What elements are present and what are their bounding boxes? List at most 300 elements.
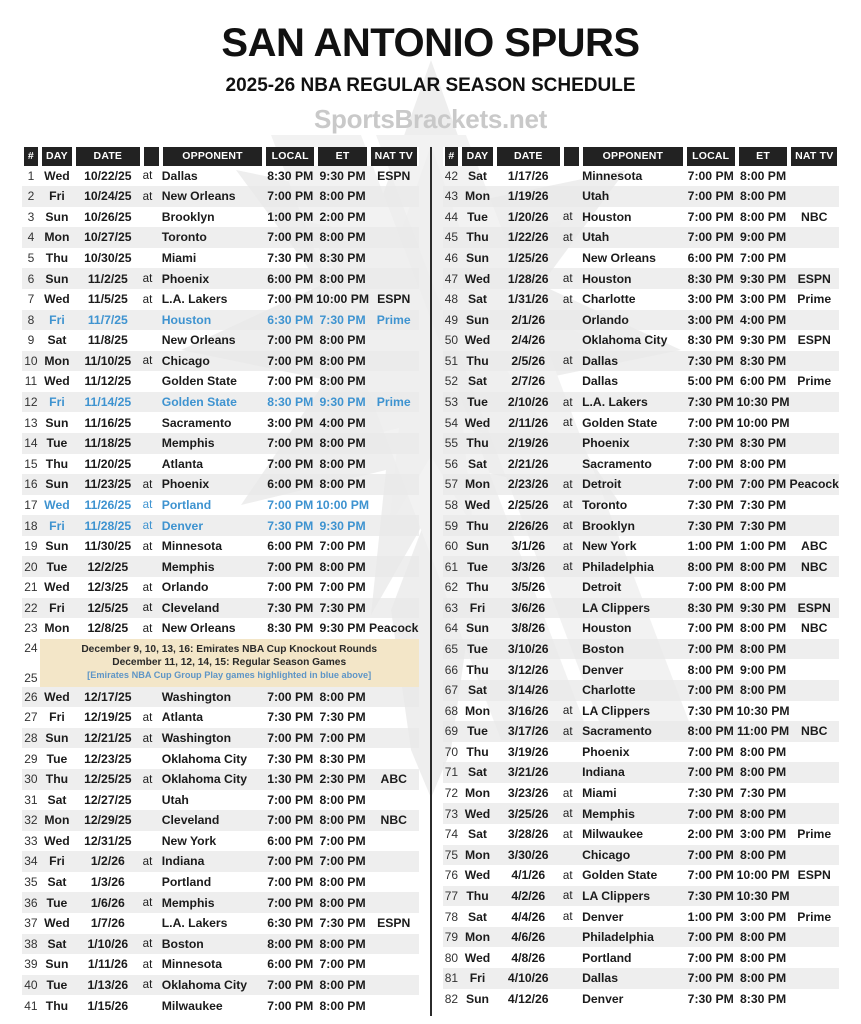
cell-day: Fri (460, 598, 494, 619)
table-row[interactable] (443, 412, 840, 433)
cell-date: 3/28/26 (507, 827, 549, 842)
cell-game-number (22, 639, 40, 687)
cell-et-time: 7:00 PM (737, 474, 790, 495)
table-row[interactable] (22, 872, 419, 893)
cell-opponent: Chicago (581, 845, 685, 866)
cell-national-tv (369, 831, 419, 852)
cell-national-tv (789, 701, 839, 722)
cell-et-time: 8:30 PM (319, 751, 366, 766)
cell-local-time: 7:00 PM (687, 168, 734, 183)
cell-date: 1/28/26 (495, 268, 562, 289)
cell-local-time: 3:00 PM (267, 415, 314, 430)
table-row[interactable] (443, 474, 840, 495)
table-row[interactable] (22, 227, 419, 248)
table-row[interactable] (443, 824, 840, 845)
cell-location: at (142, 892, 161, 913)
cell-game-number: 81 (443, 968, 461, 989)
cell-date: 3/1/26 (511, 539, 546, 554)
cell-opponent: Dallas (582, 374, 618, 389)
cell-opponent: Atlanta (161, 456, 204, 471)
cell-national-tv: Prime (797, 374, 832, 389)
cell-national-tv (369, 248, 419, 269)
cell-national-tv (369, 412, 419, 433)
cell-national-tv (789, 248, 839, 269)
table-row[interactable] (443, 906, 840, 927)
cell-opponent: Brooklyn (581, 515, 685, 536)
cell-day: Tue (460, 721, 494, 742)
cell-et-time: 3:00 PM (740, 909, 787, 924)
cell-game-number: 49 (443, 310, 461, 331)
table-row[interactable] (22, 618, 419, 639)
table-row[interactable] (22, 474, 419, 495)
cell-day: Wed (460, 803, 494, 824)
table-row[interactable] (22, 769, 419, 790)
cell-day: Thu (45, 251, 69, 265)
table-row[interactable] (443, 536, 840, 557)
cell-game-number: 80 (444, 950, 459, 965)
cell-local-time: 7:30 PM (264, 515, 316, 536)
cell-date: 2/1/26 (495, 310, 562, 331)
cell-national-tv (789, 433, 839, 454)
cell-location (562, 454, 581, 475)
table-row[interactable] (22, 707, 419, 728)
cell-day: Thu (460, 886, 494, 907)
table-row[interactable] (443, 454, 840, 475)
cell-day: Wed (464, 950, 491, 965)
table-row[interactable] (22, 598, 419, 619)
cell-et-time: 7:00 PM (740, 251, 787, 265)
cell-game-number: 58 (444, 497, 459, 512)
cell-local-time: 8:00 PM (264, 934, 316, 955)
cell-et-time: 7:30 PM (316, 598, 369, 619)
cell-opponent: Denver (582, 909, 624, 924)
cell-et-time: 8:00 PM (740, 209, 787, 224)
cell-date: 3/6/26 (495, 598, 562, 619)
cell-et-time: 8:00 PM (316, 810, 369, 831)
cell-et-time: 7:00 PM (319, 957, 366, 972)
cell-opponent: Detroit (582, 580, 622, 595)
cell-et-time: 8:00 PM (740, 168, 787, 183)
cell-game-number: 34 (22, 851, 40, 872)
cell-local-time: 7:00 PM (267, 497, 314, 512)
cell-day: Sun (40, 268, 74, 289)
schedule-table-right (443, 147, 840, 1009)
cell-national-tv (789, 845, 839, 866)
cell-national-tv (369, 790, 419, 811)
cell-opponent: Golden State (161, 392, 265, 413)
table-row[interactable] (22, 851, 419, 872)
col-header-nattv: NAT TV (789, 147, 839, 166)
cell-date: 3/3/26 (495, 556, 562, 577)
table-row[interactable] (22, 371, 419, 392)
cell-day: Thu (40, 769, 74, 790)
table-row[interactable] (443, 803, 840, 824)
cell-location: at (562, 539, 573, 553)
page-title: SAN ANTONIO SPURS (221, 21, 640, 65)
table-row[interactable] (443, 618, 840, 639)
cell-day: Wed (44, 168, 70, 183)
cell-national-tv (789, 515, 839, 536)
cell-et-time: 7:30 PM (737, 515, 790, 536)
cell-local-time: 7:00 PM (264, 851, 316, 872)
cell-local-time: 7:00 PM (687, 415, 734, 430)
cell-et-time: 8:00 PM (737, 556, 790, 577)
table-row[interactable] (22, 495, 419, 516)
cell-et-time: 11:00 PM (737, 721, 790, 742)
cell-et-time: 8:00 PM (316, 433, 369, 454)
table-row[interactable] (443, 268, 840, 289)
cell-opponent: Charlotte (581, 680, 685, 701)
cell-national-tv (369, 748, 419, 769)
cell-location (562, 845, 581, 866)
table-row[interactable] (22, 728, 419, 749)
col-header-local: LOCAL (685, 147, 737, 166)
header-row (443, 147, 840, 166)
cell-location (142, 207, 161, 228)
cell-date: 4/6/26 (495, 927, 562, 948)
cell-location: at (142, 957, 153, 971)
cell-opponent: Oklahoma City (582, 333, 668, 348)
cell-location: at (562, 474, 581, 495)
cell-date: 1/7/26 (90, 916, 125, 931)
table-row[interactable] (443, 577, 840, 598)
cell-local-time: 7:00 PM (267, 875, 314, 890)
cell-local-time: 7:00 PM (685, 927, 737, 948)
cell-local-time: 7:00 PM (687, 456, 734, 471)
cell-local-time: 8:30 PM (685, 268, 737, 289)
note-line-legend: [Emirates NBA Cup Group Play games highlighted in blue above] (87, 669, 372, 680)
cell-opponent: New York (161, 833, 217, 848)
cell-local-time: 5:00 PM (687, 374, 734, 389)
cell-et-time: 8:00 PM (316, 892, 369, 913)
table-row[interactable] (443, 392, 840, 413)
cell-date: 2/7/26 (511, 374, 546, 389)
table-row[interactable] (443, 495, 840, 516)
cell-et-time: 8:00 PM (319, 374, 366, 389)
cell-game-number: 70 (444, 744, 459, 759)
cell-day: Wed (44, 833, 70, 848)
cell-location (142, 831, 161, 852)
cell-et-time: 8:00 PM (319, 998, 366, 1013)
cell-et-time: 10:30 PM (736, 703, 790, 718)
cell-day: Sun (40, 728, 74, 749)
col-header-day: DAY (460, 147, 494, 166)
cell-game-number: 44 (444, 209, 459, 224)
table-row[interactable] (443, 865, 840, 886)
cell-et-time: 8:00 PM (737, 762, 790, 783)
site-watermark-text: SportsBrackets.net (313, 104, 548, 134)
table-row[interactable] (22, 310, 419, 331)
cell-location: at (562, 227, 581, 248)
table-row[interactable] (22, 166, 419, 187)
table-row[interactable] (443, 927, 840, 948)
cell-day: Tue (40, 433, 74, 454)
cell-opponent: LA Clippers (581, 886, 685, 907)
table-row[interactable] (22, 433, 419, 454)
cell-national-tv (369, 227, 419, 248)
table-row[interactable] (22, 248, 419, 269)
cell-local-time: 6:00 PM (267, 833, 314, 848)
cell-game-number: 9 (27, 333, 35, 348)
cell-game-number: 29 (24, 751, 38, 766)
table-row[interactable] (443, 947, 840, 968)
table-row[interactable] (22, 995, 419, 1016)
cell-local-time: 8:30 PM (267, 621, 314, 636)
table-row[interactable] (443, 330, 840, 351)
cell-et-time: 8:00 PM (737, 845, 790, 866)
cell-opponent: Milwaukee (161, 998, 223, 1013)
table-row[interactable] (443, 248, 840, 269)
cell-game-number: 41 (24, 998, 38, 1013)
cell-day: Tue (40, 975, 74, 996)
cell-local-time: 7:00 PM (264, 728, 316, 749)
table-row[interactable] (443, 968, 840, 989)
cell-date: 2/11/26 (508, 415, 549, 430)
table-row[interactable] (22, 515, 419, 536)
table-row[interactable] (443, 701, 840, 722)
cell-national-tv: ESPN (377, 168, 411, 183)
table-row[interactable] (443, 186, 840, 207)
header-row (22, 147, 419, 166)
cell-game-number: 18 (22, 515, 40, 536)
table-row[interactable] (443, 310, 840, 331)
col-header-date: DATE (495, 147, 562, 166)
cell-national-tv (369, 371, 419, 392)
col-header-local: LOCAL (264, 147, 316, 166)
table-row[interactable] (443, 721, 840, 742)
cell-date: 1/6/26 (74, 892, 142, 913)
table-row[interactable] (22, 687, 419, 708)
table-row[interactable] (443, 783, 840, 804)
table-row[interactable] (22, 207, 419, 228)
table-row[interactable] (22, 556, 419, 577)
cell-local-time: 7:00 PM (685, 474, 737, 495)
cell-location: at (142, 621, 153, 635)
cell-national-tv (369, 351, 419, 372)
cell-game-number: 6 (22, 268, 40, 289)
cell-local-time: 3:00 PM (687, 292, 734, 307)
cell-location (142, 310, 161, 331)
cell-et-time: 7:00 PM (319, 539, 366, 554)
cell-game-number: 28 (22, 728, 40, 749)
cell-day: Sat (468, 168, 487, 183)
cell-game-number: 52 (444, 374, 459, 389)
cell-opponent: L.A. Lakers (161, 292, 228, 307)
cell-et-time: 10:30 PM (737, 886, 790, 907)
table-row[interactable] (443, 371, 840, 392)
cell-national-tv (789, 639, 839, 660)
cell-day: Sun (45, 415, 69, 430)
cell-date: 4/4/26 (511, 909, 546, 924)
cell-opponent: New Orleans (161, 333, 236, 348)
col-header-opponent: OPPONENT (581, 147, 685, 166)
cell-date: 3/10/26 (495, 639, 562, 660)
cell-day: Tue (40, 892, 74, 913)
cell-game-number: 2 (22, 186, 40, 207)
table-row[interactable] (443, 886, 840, 907)
table-row[interactable] (443, 433, 840, 454)
table-row[interactable] (443, 762, 840, 783)
cell-game-number: 8 (22, 310, 40, 331)
cell-location (562, 968, 581, 989)
cell-local-time: 7:30 PM (267, 251, 314, 265)
cell-et-time: 7:30 PM (319, 710, 366, 725)
table-row[interactable] (22, 330, 419, 351)
cell-date: 10/22/25 (84, 168, 132, 183)
table-row[interactable] (443, 598, 840, 619)
cell-national-tv (369, 474, 419, 495)
cell-local-time: 7:00 PM (264, 975, 316, 996)
table-row[interactable] (22, 289, 419, 310)
cell-local-time: 7:00 PM (685, 803, 737, 824)
cell-national-tv (369, 851, 419, 872)
cell-location: at (142, 975, 161, 996)
cell-date: 3/14/26 (495, 680, 562, 701)
table-row[interactable] (22, 536, 419, 557)
cell-et-time: 9:30 PM (319, 621, 366, 636)
table-row[interactable] (22, 810, 419, 831)
table-row[interactable] (22, 454, 419, 475)
cell-national-tv: ABC (369, 769, 419, 790)
table-row[interactable] (443, 227, 840, 248)
cell-game-number: 67 (443, 680, 461, 701)
cell-day: Mon (460, 474, 494, 495)
cell-day: Sat (468, 374, 487, 389)
cell-location: at (562, 910, 573, 923)
table-row[interactable] (22, 975, 419, 996)
table-row[interactable] (22, 186, 419, 207)
table-row[interactable] (22, 577, 419, 598)
cell-day: Sat (47, 792, 67, 807)
cell-local-time: 7:00 PM (264, 433, 316, 454)
cell-national-tv (369, 707, 419, 728)
cell-date: 10/26/25 (84, 209, 132, 224)
cell-et-time: 7:30 PM (740, 497, 787, 512)
cell-national-tv (369, 268, 419, 289)
table-row[interactable] (22, 954, 419, 975)
table-row[interactable] (443, 989, 840, 1010)
cell-day: Wed (44, 374, 70, 389)
cell-date: 11/2/25 (74, 268, 142, 289)
cell-national-tv (789, 742, 839, 763)
cell-opponent: Miami (582, 786, 617, 801)
cell-date: 10/27/25 (74, 227, 142, 248)
cell-et-time: 2:30 PM (316, 769, 369, 790)
cell-day: Sat (47, 333, 67, 348)
table-row[interactable] (443, 845, 840, 866)
table-row[interactable] (443, 515, 840, 536)
cell-national-tv: ESPN (377, 916, 411, 931)
cell-date: 12/25/25 (74, 769, 142, 790)
table-row[interactable] (443, 659, 840, 680)
cell-day: Fri (40, 392, 74, 413)
nba-cup-note-box (40, 639, 419, 687)
cell-national-tv (789, 886, 839, 907)
table-row[interactable] (22, 412, 419, 433)
cell-game-number: 31 (24, 792, 38, 807)
cell-et-time: 9:30 PM (316, 392, 369, 413)
cell-location (142, 687, 161, 708)
table-row[interactable] (22, 392, 419, 413)
cell-location: at (142, 769, 161, 790)
cell-game-number: 48 (444, 292, 459, 307)
cell-game-number: 12 (22, 392, 40, 413)
cell-opponent: LA Clippers (582, 703, 651, 718)
cell-date: 10/24/25 (74, 186, 142, 207)
cell-national-tv (369, 872, 419, 893)
cell-local-time: 8:30 PM (267, 168, 314, 183)
cell-date: 3/17/26 (495, 721, 562, 742)
cell-day: Sat (460, 680, 494, 701)
table-row[interactable] (443, 351, 840, 372)
table-row[interactable] (22, 913, 419, 934)
cell-location (142, 556, 161, 577)
table-row[interactable] (22, 892, 419, 913)
table-row[interactable] (22, 934, 419, 955)
table-row[interactable] (443, 207, 840, 228)
cell-opponent: Boston (161, 934, 265, 955)
season-subtitle: 2025-26 NBA REGULAR SEASON SCHEDULE (225, 75, 636, 96)
cell-et-time: 8:00 PM (316, 227, 369, 248)
note-content (40, 639, 419, 687)
cell-day: Wed (44, 497, 70, 512)
table-row[interactable] (443, 556, 840, 577)
table-row[interactable] (443, 680, 840, 701)
cell-opponent: Minnesota (582, 168, 643, 183)
cell-date: 12/17/25 (74, 687, 142, 708)
table-row[interactable] (443, 742, 840, 763)
table-row[interactable] (443, 639, 840, 660)
cell-date: 2/10/26 (495, 392, 562, 413)
table-row[interactable] (22, 748, 419, 769)
cell-local-time: 7:30 PM (687, 703, 734, 718)
cell-day: Sun (40, 474, 74, 495)
cell-game-number: 35 (24, 875, 38, 890)
col-header-et: ET (737, 147, 790, 166)
cell-opponent: Utah (581, 186, 685, 207)
cell-national-tv (789, 351, 839, 372)
cell-opponent: Dallas (581, 351, 685, 372)
cell-day: Wed (44, 292, 70, 307)
cell-local-time: 6:00 PM (264, 268, 316, 289)
table-row[interactable] (443, 166, 840, 187)
cell-location (142, 392, 161, 413)
cell-et-time: 8:00 PM (740, 950, 787, 965)
cell-date: 11/23/25 (74, 474, 142, 495)
cell-game-number: 17 (24, 497, 38, 512)
table-row[interactable] (22, 831, 419, 852)
cell-day: Fri (49, 710, 65, 725)
cell-date: 12/3/25 (87, 580, 129, 595)
cell-opponent: Dallas (161, 168, 198, 183)
table-row[interactable] (22, 268, 419, 289)
table-row[interactable] (443, 289, 840, 310)
cell-location (562, 680, 581, 701)
cell-national-tv (369, 954, 419, 975)
table-row[interactable] (22, 790, 419, 811)
cell-et-time: 8:00 PM (319, 792, 366, 807)
cell-day: Mon (460, 186, 494, 207)
table-row[interactable] (22, 351, 419, 372)
cell-location: at (562, 556, 581, 577)
cell-opponent: Indiana (581, 762, 685, 783)
cell-national-tv (369, 577, 419, 598)
cell-national-tv (369, 207, 419, 228)
cell-game-number: 47 (443, 268, 461, 289)
cell-location (142, 872, 161, 893)
cell-et-time: 9:00 PM (740, 662, 787, 677)
cell-date: 2/26/26 (495, 515, 562, 536)
